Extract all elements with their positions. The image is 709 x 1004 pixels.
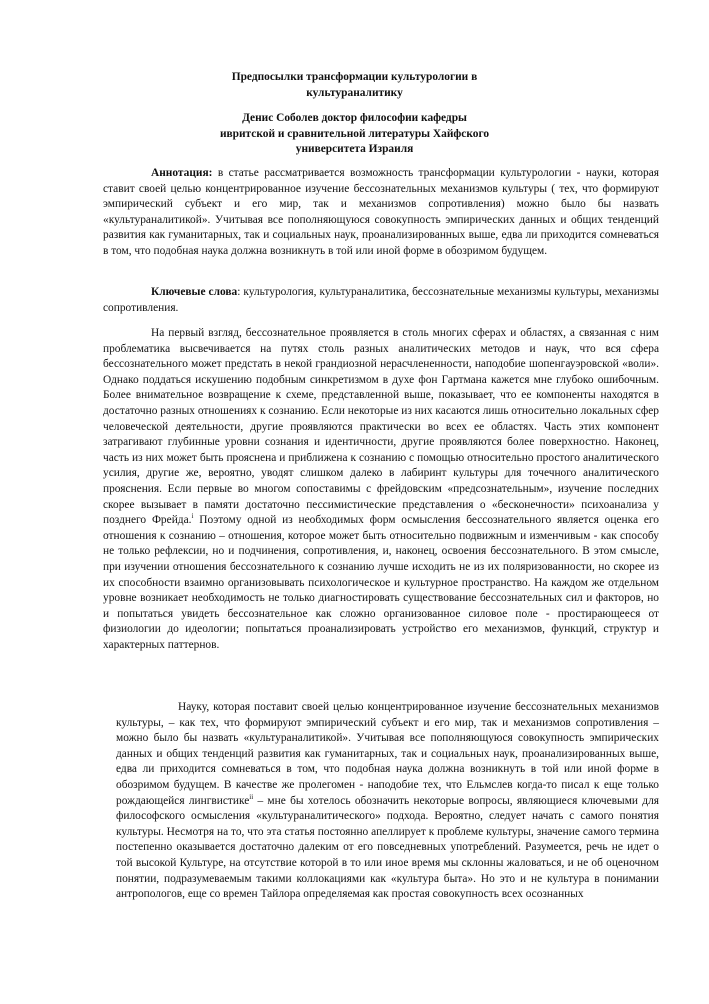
body-text-part-1: На первый взгляд, бессознательное проявляется в столь многих сферах и областях, а связанная с ним проблематика высвечивается на путях столь разных аналитических методов и наук, что вся сфера бессознательного может предстать в некой грандиозной нерасчлененности, наподобие шопенгауэровской «воли». Однако поддаться искушению подобным синкретизмом в духе фон Гартмана кажется мне глубоко ошибочным. Более внимательное возвращение к схеме, представленной выше, показывает, что ее компоненты находятся в достаточно разных отношениях к сознанию. Если некоторые из них касаются лишь относительно локальных сфер человеческой деятельности, другие проявляются практически во всех ее областях. Часть этих компонент затрагивают глубинные уровни сознания и идентичности, другие проявляются более поверхностно. Наконец, часть из них может быть прояснена и приближена к сознанию с помощью относительно простого аналитического усилия, другие же, вероятно, уводят слишком далеко в лабиринт культуры для точечного аналитического прояснения. Если первые во многом сопоставимы с фрейдовским «предсознательным», изучение последних скорее вызывает в памяти достаточно пессимистические представления о «бесконечности» психоанализа у позднего Фрейда. [103,327,659,527]
indented-text-part-1: Науку, которая поставит своей целью концентрированное изучение бессознательных механизмов культуры, – как тех, что формируют эмпирический субъект и его мир, так и механизмов сопротивления – можно было бы назвать «культураналитикой». Учитывая все пополняющуюся совокупность эмпирических данных и общих тенденций развития как гуманитарных, так и социальных наук, проанализированных выше, едва ли приходится сомневаться в том, что подобная наука должна возникнуть в той или иной форме в обозримом будущем. В качестве же пролегомен - наподобие тех, что Ельмслев когда-то писал к еще только рождающейся лингвистике [116,701,659,807]
author-block [60,111,649,158]
keywords-text: : культурология, культураналитика, бессознательные механизмы культуры, механизмы сопротивления. [103,286,659,314]
body-text-part-2: Поэтому одной из необходимых форм осмысления бессознательного является оценка его отношения к сознанию – отношения, которое может быть относительно подвижным и изменчивым - как способу не только рефлексии, но и подчинения, сопротивления, и, наконец, освоения бессознательного. В этом смысле, при изучении отношения бессознательного к сознанию лучше исходить не из их поляризованности, но скорее из их способности взаимно организовывать психологическое и культурное пространство. На каждом же отдельном уровне возникает необходимость не только диагностировать существование бессознательных сил и факторов, но и попытаться увидеть бессознательное как сложно организованное силовое поле - простирающееся от физиологии до идеологии; попытаться проанализировать устройство его механизмов, функций, структур и характерных паттернов. [103,514,659,651]
abstract-text: в статье рассматривается возможность трансформации культурологии - науки, которая ставит своей целью концентрированное изучение бессознательных механизмов культуры ( тех, что формируют эмпирический субъект и его мир, так и механизмов сопротивления) можно было бы назвать «культураналитикой». Учитывая все пополняющуюся совокупность эмпирических данных и общих тенденций развития как гуманитарных, так и социальных наук, проанализированных выше, едва ли приходится сомневаться в том, что подобная наука должна возникнуть в той или иной форме в обозримом будущем. [103,167,659,257]
indented-text-part-2: – мне бы хотелось обозначить некоторые вопросы, являющиеся ключевыми для философского осмысления «культураналитического» подхода. Вероятно, следует начать с самого понятия культуры. Несмотря на то, что эта статья постоянно апеллирует к проблеме культуры, значение самого термина постепенно оказывается достаточно далеким от его повседневных употреблений. Разумеется, речь не идет о той высокой Культуре, на отсутствие которой в то или иное время мы склонны жаловаться, и не об оценочном понятии, подразумеваемым такими коллокациями как «культура быта». Но это и не культура в понимании антропологов, еще со времен Тайлора определяемая как простая совокупность всех осознанных [116,794,659,901]
author-line-2: ивритской и сравнительной литературы Хайфского [219,127,490,140]
author-line-3: университета Израиля [295,143,414,155]
keywords-label: Ключевые слова [151,286,238,298]
paper-title [60,70,649,101]
keywords-paragraph [103,285,659,316]
title-line-2: культураналитику [306,86,403,99]
body-paragraph [103,326,659,653]
author-line-1: Денис Соболев доктор философии кафедры [242,112,467,124]
footnote-ref-1[interactable]: i [191,512,194,521]
footnote-ref-2[interactable]: ii [249,792,254,801]
abstract-paragraph [103,166,659,260]
keywords-section [103,285,659,316]
main-text-section [103,326,659,653]
indented-paragraph-section [116,700,659,903]
abstract-label: Аннотация: [151,167,213,179]
abstract-section [103,166,659,260]
title-line-1: Предпосылки трансформации культурологии в [231,71,478,83]
indented-paragraph [116,700,659,903]
